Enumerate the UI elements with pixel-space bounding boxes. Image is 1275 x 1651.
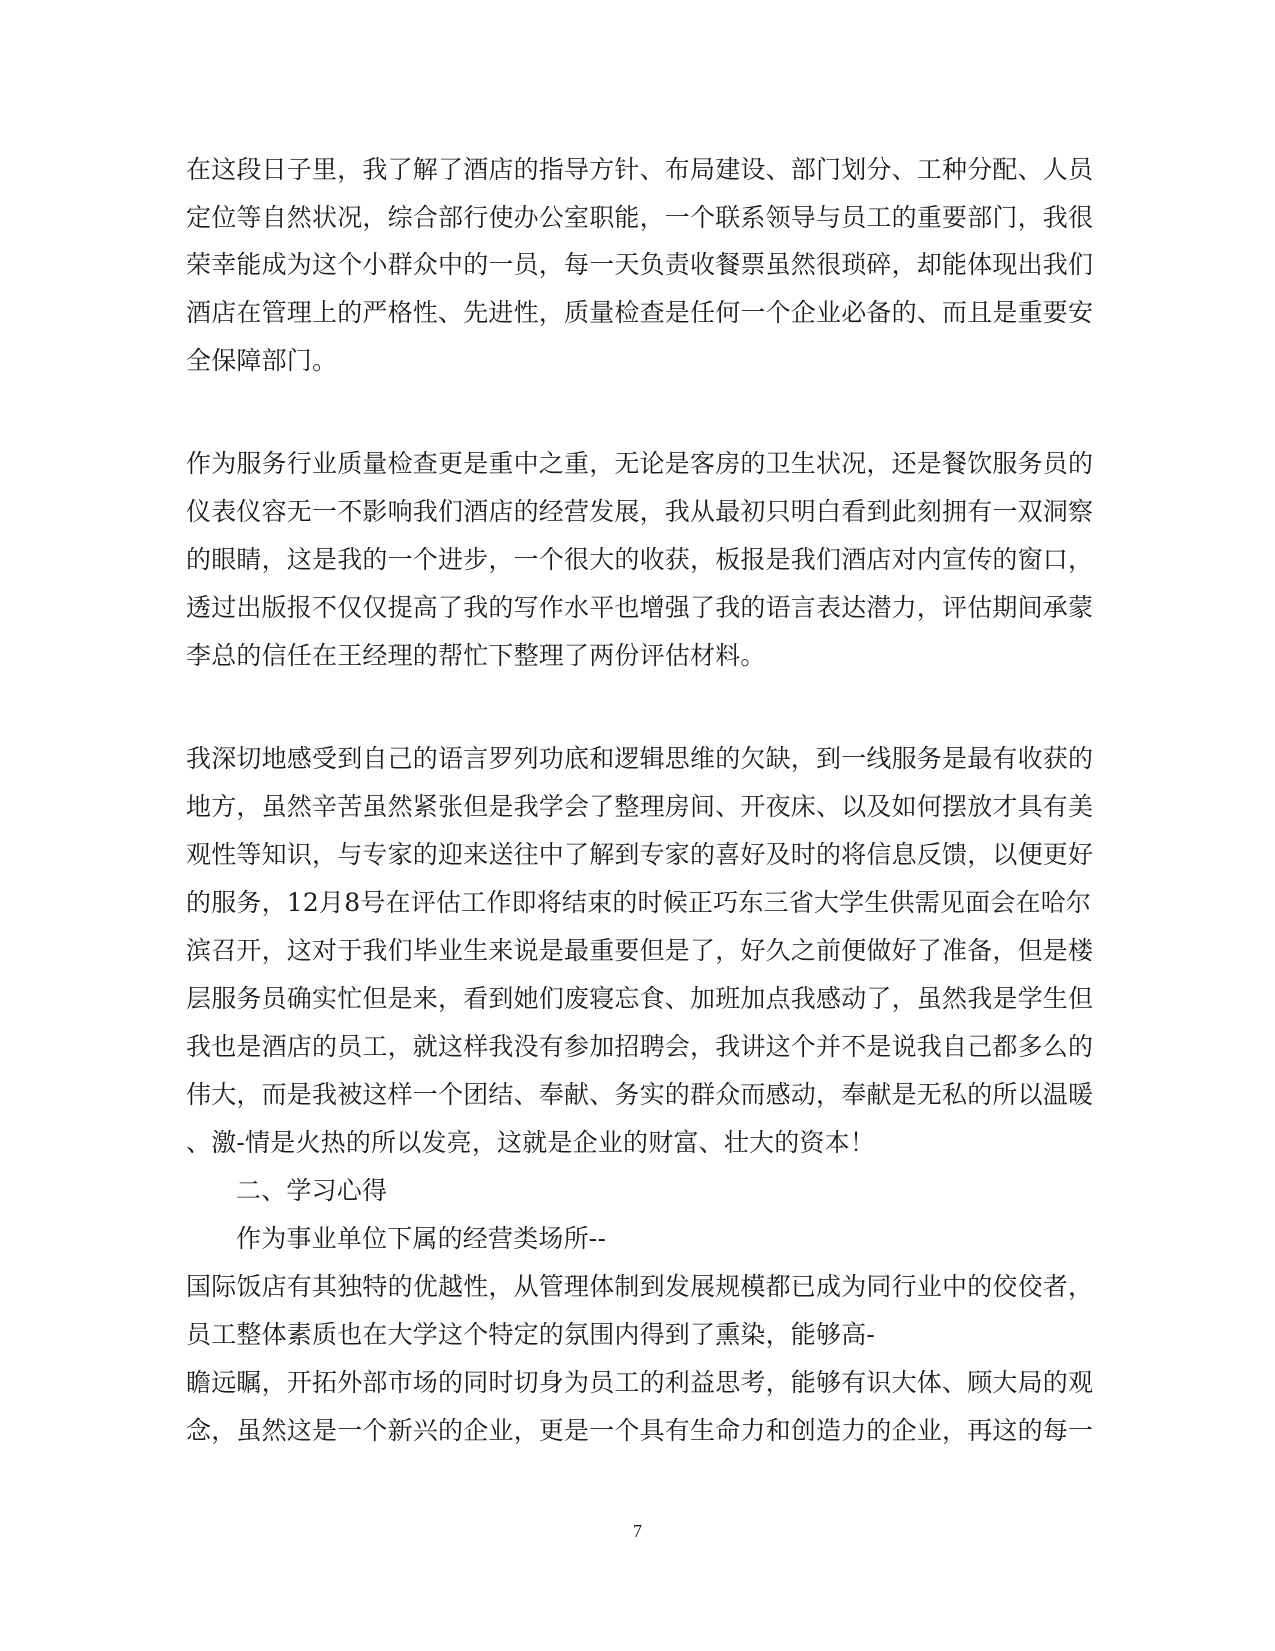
- section-heading: 二、学习心得: [236, 1176, 388, 1205]
- text-line: 荣幸能成为这个小群众中的一员，每一天负责收餐票虽然很琐碎，却能体现出我们: [186, 250, 1094, 279]
- text-line: 我深切地感受到自己的语言罗列功底和逻辑思维的欠缺，到一线服务是最有收获的: [186, 744, 1094, 773]
- text-line: 员工整体素质也在大学这个特定的氛围内得到了熏染，能够高-: [186, 1320, 876, 1349]
- text-line: 在这段日子里，我了解了酒店的指导方针、布局建设、部门划分、工种分配、人员: [186, 155, 1094, 184]
- text-line: 层服务员确实忙但是来，看到她们废寝忘食、加班加点我感动了，虽然我是学生但: [186, 984, 1094, 1013]
- text-line: 李总的信任在王经理的帮忙下整理了两份评估材料。: [186, 641, 766, 670]
- text-line: 酒店在管理上的严格性、先进性，质量检查是任何一个企业必备的、而且是重要安: [186, 298, 1094, 327]
- text-line: 滨召开，这对于我们毕业生来说是最重要但是了，好久之前便做好了准备，但是楼: [186, 936, 1094, 965]
- text-line: 瞻远瞩，开拓外部市场的同时切身为员工的利益思考，能够有识大体、顾大局的观: [186, 1368, 1094, 1397]
- text-line: 仪表仪容无一不影响我们酒店的经营发展，我从最初只明白看到此刻拥有一双洞察: [186, 497, 1094, 526]
- text-line: 透过出版报不仅仅提高了我的写作水平也增强了我的语言表达潜力，评估期间承蒙: [186, 593, 1094, 622]
- text-line: 的服务，12月8号在评估工作即将结束的时候正巧东三省大学生供需见面会在哈尔: [186, 888, 1092, 917]
- text-line: 国际饭店有其独特的优越性，从管理体制到发展规模都已成为同行业中的佼佼者，: [186, 1272, 1094, 1301]
- text-line: 的眼睛，这是我的一个进步，一个很大的收获，板报是我们酒店对内宣传的窗口，: [186, 545, 1094, 574]
- text-line: 、激-情是火热的所以发亮，这就是企业的财富、壮大的资本！: [186, 1128, 876, 1157]
- text-line: 作为服务行业质量检查更是重中之重，无论是客房的卫生状况，还是餐饮服务员的: [186, 449, 1094, 478]
- text-line: 伟大，而是我被这样一个团结、奉献、务实的群众而感动，奉献是无私的所以温暖: [186, 1080, 1094, 1109]
- text-line: 地方，虽然辛苦虽然紧张但是我学会了整理房间、开夜床、以及如何摆放才具有美: [186, 792, 1094, 821]
- text-line: 念，虽然这是一个新兴的企业，更是一个具有生命力和创造力的企业，再这的每一: [186, 1416, 1094, 1445]
- text-line: 我也是酒店的员工，就这样我没有参加招聘会，我讲这个并不是说我自己都多么的: [186, 1032, 1094, 1061]
- text-line: 定位等自然状况，综合部行使办公室职能，一个联系领导与员工的重要部门，我很: [186, 203, 1094, 232]
- text-line: 观性等知识，与专家的迎来送往中了解到专家的喜好及时的将信息反馈，以便更好: [186, 840, 1094, 869]
- page-number: 7: [633, 1521, 642, 1541]
- intro-line: 作为事业单位下属的经营类场所--: [236, 1224, 607, 1253]
- text-line: 全保障部门。: [186, 346, 338, 375]
